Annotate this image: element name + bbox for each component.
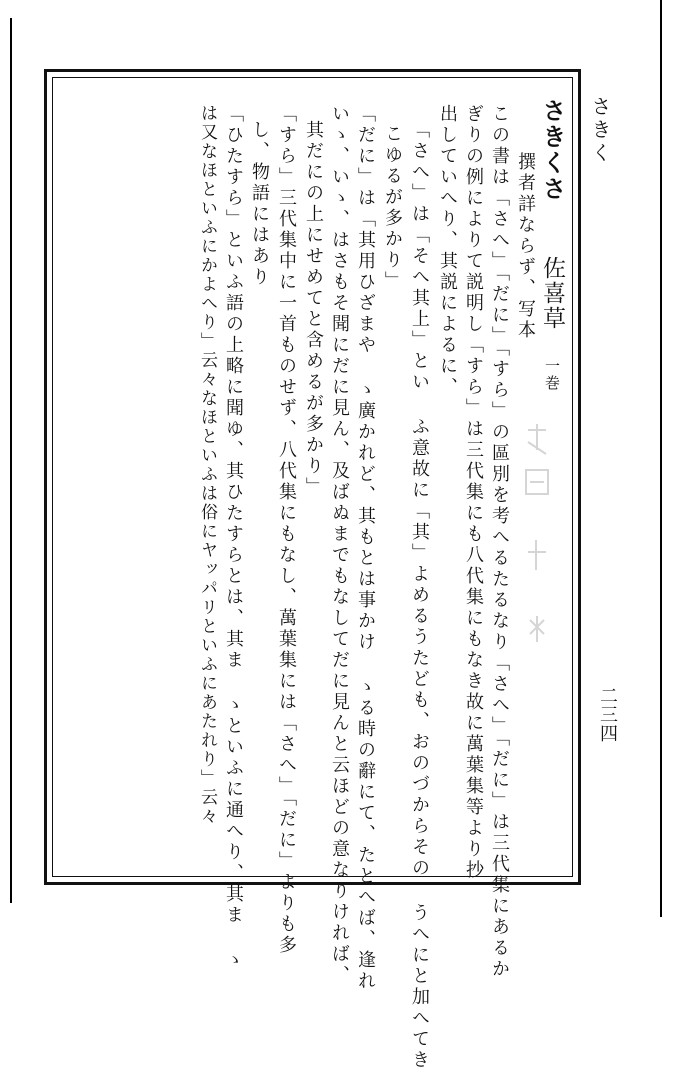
text-column: 出していへり、其説によるに、 (437, 104, 458, 398)
text-column: こゆるが多かり」 (382, 124, 403, 292)
text-column: 「すら」三代集中に一首ものせず、八代集にもなし、萬葉集には「さへ」「だに」よりも多 (276, 104, 297, 956)
entry-title: さきくさ (538, 98, 567, 202)
text-column: 「ひたすら」といふ語の上略に聞ゆ、其ひたすらとは、其ま ゝといふに通へり、其ま ゝ (223, 104, 244, 971)
author-note: 撰者詳ならず、写本 (515, 152, 536, 341)
text-column: 「だに」は「其用ひざまや ゝ廣かれど、其もとは事かけ ゝる時の辭にて、たとへば、逢れ (355, 104, 376, 992)
running-head: さきく (588, 96, 612, 165)
text-column: ぎりの例によりて説明し「すら」は三代集にも八代集にもなき故に萬葉集等より抄 (463, 104, 484, 881)
text-column: し、物語にはあり (249, 120, 270, 288)
text-column: いゝ、いゝ、はさもそ聞にだに見ん、及ばぬまでもなしてだに見んと云ほどの意なりければ、 (329, 104, 350, 986)
entry-title-kanji: 佐喜草 (539, 256, 565, 331)
text-column: 「さへ」は「そへ其上」とい ふ意故に「其」よめるうたども、おのづからその うへにと加へてき (409, 120, 430, 1071)
entry-title-line (538, 98, 567, 392)
scan-edge-right (660, 0, 662, 917)
text-column: この書は「さへ」「だに」「すら」の區別を考へるたるなり「さへ」「だに」は三代集にあるか (489, 104, 510, 980)
entry-volume: 一巻 (543, 358, 561, 392)
scan-edge-left (10, 18, 12, 903)
text-column: は又なほといふにかよへり」云々なほといふは俗にヤッパリといふにあたれり」云々 (197, 104, 217, 826)
text-column: 其だにの上にせめてと含めるが多かり」 (303, 120, 324, 498)
page-number: 二三四 (597, 686, 618, 743)
seal-stamp-image (520, 420, 554, 680)
